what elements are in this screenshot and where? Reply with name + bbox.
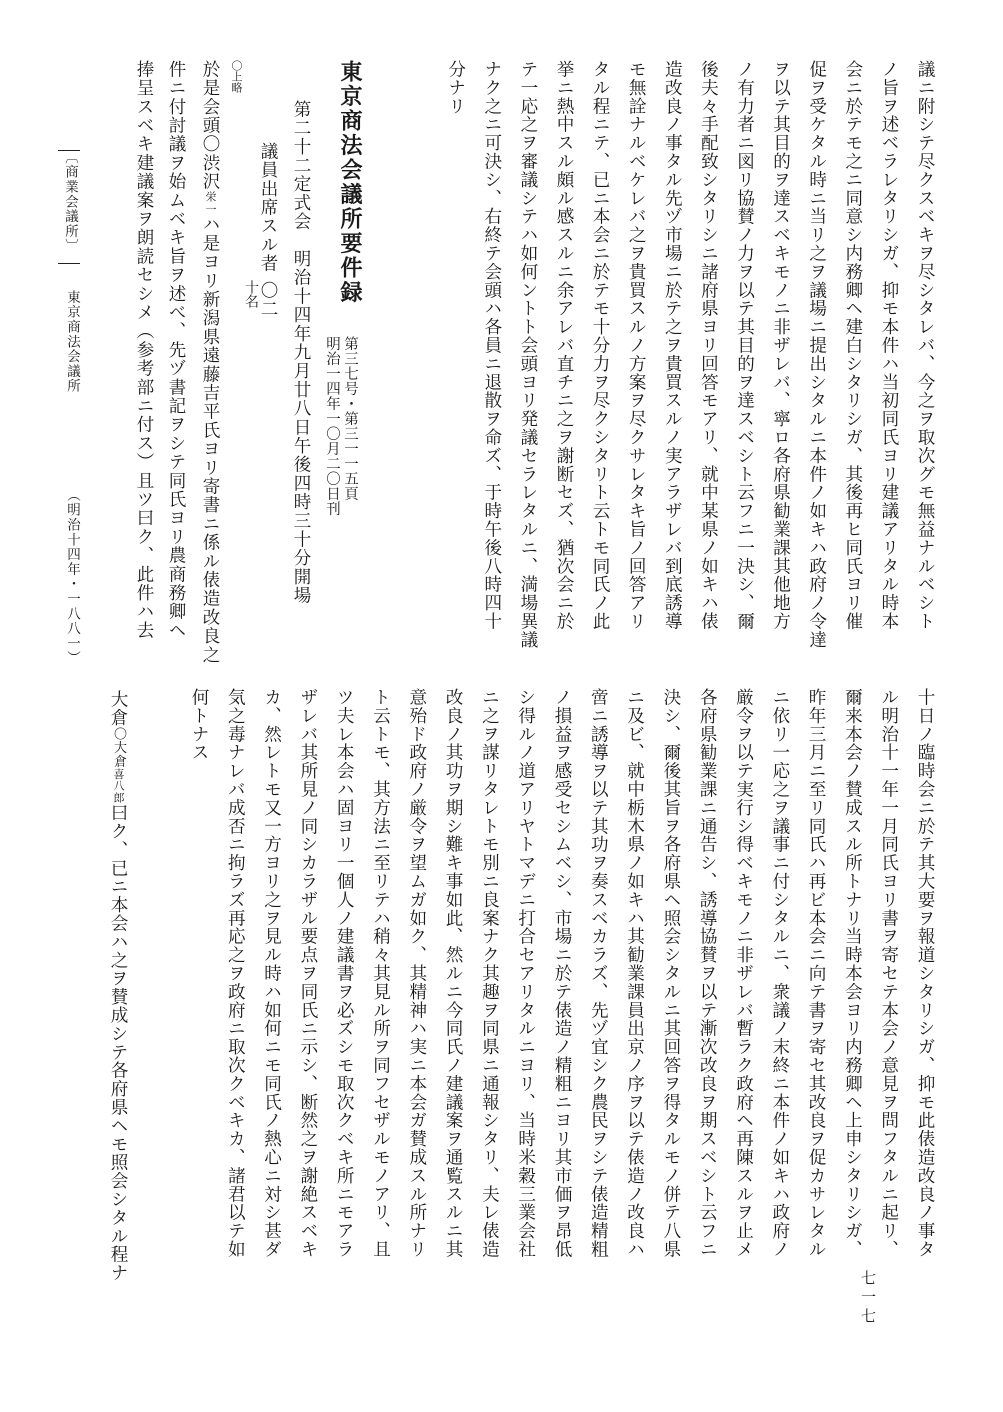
lower-column-3: 爾来本会ノ賛成スル所トナリ当時本会ヨリ内務卿ヘ上申シタリシガ、 <box>842 688 863 1259</box>
attendance-circle: 〇二 <box>258 280 278 319</box>
era-date-label: （明治十四年・一八八一） <box>64 488 80 666</box>
upper-column-2: ノ旨ヲ述ベラレタリシガ、抑モ本件ハ当初同氏ヨリ建議アリタル時本 <box>878 60 899 631</box>
president-given-name: 栄一 <box>204 190 217 216</box>
upper-column-3: 会ニ於テモ之ニ同意シ内務卿ヘ建白シタリシガ、其後再ヒ同氏ヨリ催 <box>842 60 863 631</box>
president-statement <box>198 60 223 680</box>
okura-statement <box>106 690 131 1310</box>
omission-note: 〇上略 <box>230 60 243 93</box>
upper-column-13: ナク之ニ可決シ、右終テ会頭ハ各員ニ退散ヲ命ズ、于時午後八時四十 <box>481 60 502 631</box>
minute-column-2: 捧呈スベキ建議案ヲ朗読セシメ（参考部ニ付ス）且ツ曰ク、此件ハ去 <box>134 60 154 640</box>
lower-column-18: ザレバ其所見ノ同シカラザル要点ヲ同氏ニ示シ、断然之ヲ謝絶スベキ <box>297 688 318 1259</box>
upper-column-7: 後夫々手配致シタリシニ諸府県ヨリ回答モアリ、就中某県ノ如キハ俵 <box>698 60 719 631</box>
issue-date: 明治一四年一〇月二〇日刊 <box>324 336 340 516</box>
okura-given-name: 喜八郎 <box>112 768 125 804</box>
upper-column-9: モ無詮ナルベケレバ之ヲ貴買スルノ方案ヲ尽クサレタキ旨ノ回答アリ <box>626 60 647 631</box>
upper-column-5: ヲ以テ其目的ヲ達スベキモノニ非ザレバ、寧ロ各府県勧業課其他地方 <box>770 60 791 631</box>
lower-column-1: 十日ノ臨時会ニ於テ其大要ヲ報道シタリシガ、抑モ此俵造改良ノ事タ <box>915 688 935 1259</box>
record-heading: 東京商法会議所要件録 <box>337 60 363 305</box>
upper-column-1: 議ニ附シテ尽クスベキヲ尽シタレバ、今之ヲ取次グモ無益ナルベシト <box>915 60 935 631</box>
okura-name: 〇大倉 <box>111 726 126 769</box>
upper-column-11: 挙ニ熱中スル頗ル感スルニ余アレバ直チニ之ヲ謝断セズ、猶次会ニ於 <box>554 60 574 631</box>
lower-column-17: ツ夫レ本会ハ固ヨリ一個人ノ建議書ヲ必ズシモ取次クベキ所ニモアラ <box>334 688 355 1259</box>
lower-column-2: ル明治十一年一月同氏ヨリ書ヲ寄セテ本会ノ意見ヲ問フタルニ起リ、 <box>878 688 899 1259</box>
lower-column-16: ト云トモ、其方法ニ至リテハ稍々其見ル所ヲ同フセザルモノアリ、且 <box>370 688 391 1259</box>
organization-label: 東京商法会議所 <box>64 290 80 394</box>
upper-column-10: タル程ニテ、已ニ本会ニ於テモ十分力ヲ尽クシタリト云トモ同氏ノ此 <box>590 60 611 631</box>
meeting-title: 第二十二定式会 明治十四年九月廿八日午後四時三十分開場 <box>291 100 311 605</box>
page-number: 七一七 <box>859 1270 877 1327</box>
lower-column-20: 気之毒ナレバ成否ニ拘ラズ再応之ヲ政府ニ取次クベキカ、諸君以テ如 <box>225 688 246 1259</box>
lower-column-13: ニ之ヲ謀リタレトモ別ニ良案ナク其趣ヲ同県ニ通報シタリ、夫レ俵造 <box>479 688 500 1259</box>
upper-column-4: 促ヲ受ケタル時ニ当リ之ヲ議場ニ提出シタルニ本件ノ如キハ政府ノ令達 <box>806 60 827 649</box>
lower-column-12: シ得ルノ道アリヤトマデニ打合セアリタルニヨリ、当時米穀三業会社 <box>515 688 536 1259</box>
lower-column-15: 意殆ド政府ノ厳令ヲ望ムガ如ク、其精神ハ実ニ本会ガ賛成スル所ナリ <box>406 688 427 1259</box>
source-bracket <box>58 150 80 264</box>
president-text: ハ是ヨリ新潟県遠藤吉平氏ヨリ寄書ニ係ル俵造改良之 <box>200 215 220 665</box>
attendance-label: 議員出席スル者 <box>258 142 278 273</box>
upper-column-6: ノ有力者ニ図リ協賛ノ力ヲ以テ其目的ヲ達スベシト云フニ一決シ、爾 <box>734 60 755 631</box>
lower-column-5: ニ依リ一応之ヲ議事ニ付シタルニ、衆議ノ末終ニ本件ノ如キハ政府ノ <box>769 688 790 1259</box>
president-name: 〇渋沢 <box>200 134 220 191</box>
upper-column-14: 分ナリ <box>445 60 466 116</box>
upper-column-12: テ一応之ヲ審議シテハ如何ントト会頭ヨリ発議セラレタルニ、満場異議 <box>517 60 538 649</box>
lower-column-8: 決シ、爾後其旨ヲ各府県ヘ照会シタルニ其回答ヲ得タルモノ併テ八県 <box>660 688 681 1259</box>
okura-prefix: 大倉 <box>108 690 128 727</box>
lower-column-14: 改良ノ其功ヲ期シ難キ事如此、然ルニ今同氏ノ建議案ヲ通覧スルニ其 <box>443 688 464 1259</box>
lower-column-7: 各府県勧業課ニ通告シ、誘導協賛ヲ以テ漸次改良ヲ期スベシト云フニ <box>697 688 718 1259</box>
lower-column-11: ノ損益ヲ感受セシムベシ、市場ニ於テ俵造ノ精粗ニヨリ其市価ヲ昂低 <box>552 688 572 1259</box>
lower-column-6: 厳令ヲ以テ実行シ得ベキモノニ非ザレバ暫ラク政府ヘ再陳スルヲ止メ <box>733 688 754 1259</box>
lower-column-21: 何トナス <box>189 688 209 762</box>
source-label: 〔商業会議所〕 <box>62 150 78 254</box>
president-prefix: 於是会頭 <box>200 60 220 135</box>
upper-column-8: 造改良ノ事タル先ヅ市場ニ於テ之ヲ貴買スルノ実アラザレバ到底誘導 <box>662 60 683 631</box>
attendance-count: 十名 <box>243 280 259 308</box>
okura-text: 曰ク、已ニ本会ハ之ヲ賛成シテ各府県ヘモ照会シタル程ナ <box>108 803 128 1283</box>
lower-column-9: ニ及ビ、就中栃木県ノ如キハ其勧業課員出京ノ序ヲ以テ俵造ノ改良ハ <box>624 688 645 1259</box>
lower-column-19: カ、然レトモ又一方ヨリ之ヲ見ル時ハ如何ニモ同氏ノ熱心ニ対シ甚ダ <box>261 688 282 1259</box>
lower-column-4: 昨年三月ニ至リ同氏ハ再ビ本会ニ向テ書ヲ寄セ其改良ヲ促カサレタル <box>806 688 827 1259</box>
lower-column-10: 啻ニ誘導ヲ以テ其功ヲ奏スベカラズ、先ヅ宜シク農民ヲシテ俵造精粗 <box>588 688 609 1259</box>
minute-column-1: 件ニ付討議ヲ始ムベキ旨ヲ述べ、先ヅ書記ヲシテ同氏ヨリ農商務卿ヘ <box>166 60 186 640</box>
issue-reference: 第三七号・第三一一五頁 <box>342 336 358 501</box>
lower-body-text <box>0 688 1003 1308</box>
